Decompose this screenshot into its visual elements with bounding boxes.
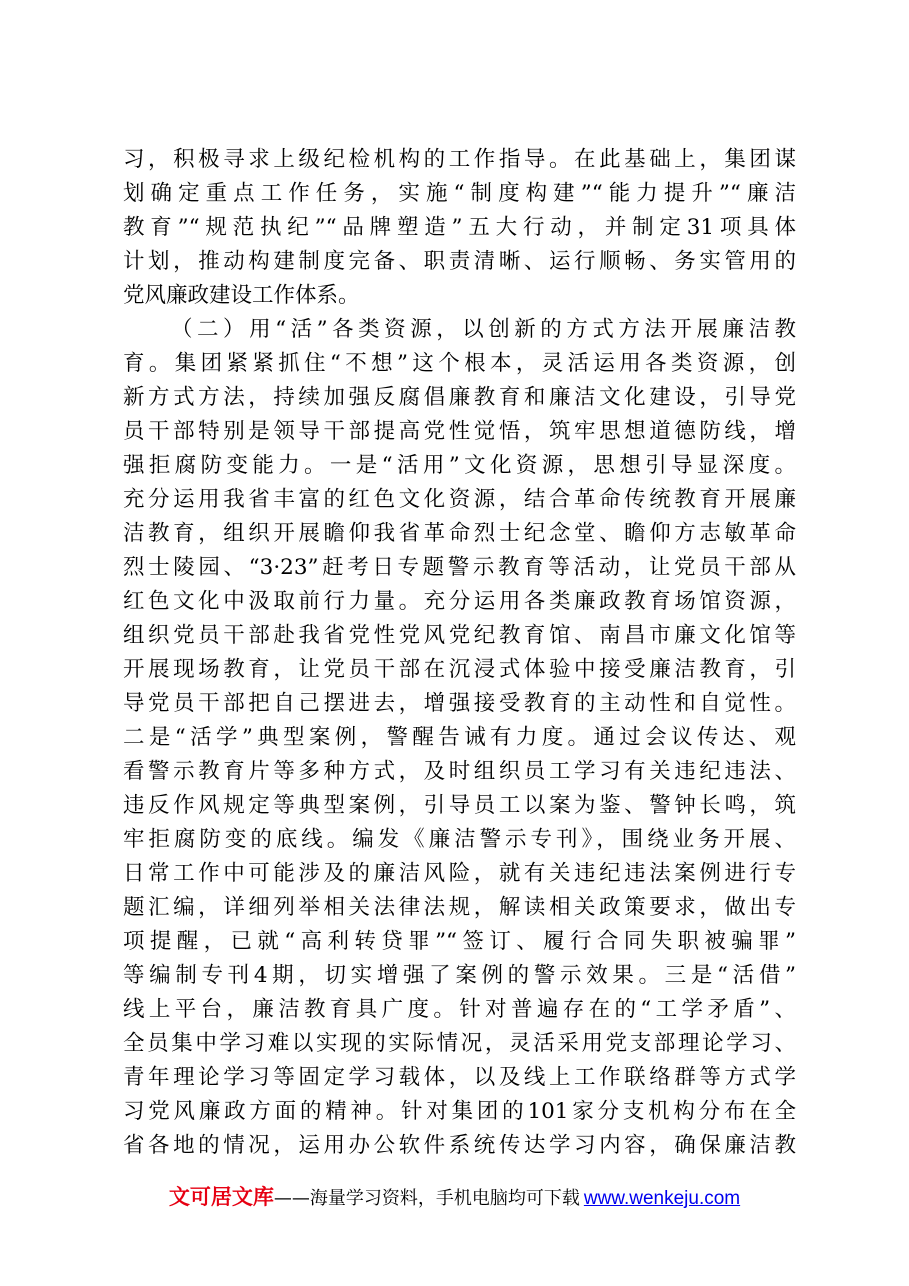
text-line: 日常工作中可能涉及的廉洁风险，就有关违纪违法案例进行专 — [123, 861, 796, 886]
text-line: 看警示教育片等多种方式，及时组织员工学习有关违纪违法、 — [123, 759, 796, 784]
text-line: 牢拒腐防变的底线。编发《廉洁警示专刊》，围绕业务开展、 — [123, 827, 796, 852]
text-line: 二是“活学”典型案例，警醒告诫有力度。通过会议传达、观 — [123, 725, 796, 750]
text-line: 组织党员干部赴我省党性党风党纪教育馆、南昌市廉文化馆等 — [123, 623, 796, 648]
text-line: 项提醒，已就“高利转贷罪”“签订、履行合同失职被骗罪” — [123, 929, 796, 954]
text-line: 教育”“规范执纪”“品牌塑造”五大行动，并制定31项具体 — [123, 215, 796, 240]
text-line: 红色文化中汲取前行力量。充分运用各类廉政教育场馆资源， — [123, 589, 796, 614]
text-line: 新方式方法，持续加强反腐倡廉教育和廉洁文化建设，引导党 — [123, 385, 796, 410]
text-line: 习，积极寻求上级纪检机构的工作指导。在此基础上，集团谋 — [123, 147, 796, 172]
text-line: 等编制专刊4期，切实增强了案例的警示效果。三是“活借” — [123, 963, 796, 988]
text-line: 习党风廉政方面的精神。针对集团的101家分支机构分布在全 — [123, 1099, 796, 1124]
section-heading-line: （二）用“活”各类资源，以创新的方式方法开展廉洁教 — [171, 317, 796, 342]
text-line: 育。集团紧紧抓住“不想”这个根本，灵活运用各类资源，创 — [123, 351, 796, 376]
footer-banner — [0, 1180, 909, 1214]
text-line: 导党员干部把自己摆进去，增强接受教育的主动性和自觉性。 — [123, 691, 796, 716]
text-line: 违反作风规定等典型案例，引导员工以案为鉴、警钟长鸣，筑 — [123, 793, 796, 818]
document-body — [123, 143, 796, 1163]
text-line: 党风廉政建设工作体系。 — [123, 283, 360, 308]
text-line: 洁教育，组织开展瞻仰我省革命烈士纪念堂、瞻仰方志敏革命 — [123, 521, 796, 546]
text-line: 题汇编，详细列举相关法律法规，解读相关政策要求，做出专 — [123, 895, 796, 920]
text-line: 线上平台，廉洁教育具广度。针对普遍存在的“工学矛盾”、 — [123, 997, 796, 1022]
footer-website-link[interactable]: www.wenkeju.com — [583, 1188, 741, 1209]
footer-brand: 文可居文库 — [168, 1185, 274, 1209]
text-line: 强拒腐防变能力。一是“活用”文化资源，思想引导显深度。 — [123, 453, 796, 478]
text-line: 员干部特别是领导干部提高党性觉悟，筑牢思想道德防线，增 — [123, 419, 796, 444]
text-line: 烈士陵园、“3·23”赶考日专题警示教育等活动，让党员干部从 — [123, 555, 796, 580]
text-line: 计划，推动构建制度完备、职责清晰、运行顺畅、务实管用的 — [123, 249, 796, 274]
text-line: 全员集中学习难以实现的实际情况，灵活采用党支部理论学习、 — [123, 1031, 796, 1056]
text-line: 划确定重点工作任务，实施“制度构建”“能力提升”“廉洁 — [123, 181, 796, 206]
footer-tagline: ——海量学习资料，手机电脑均可下载 — [273, 1188, 580, 1209]
text-line: 青年理论学习等固定学习载体，以及线上工作联络群等方式学 — [123, 1065, 796, 1090]
text-line: 省各地的情况，运用办公软件系统传达学习内容，确保廉洁教 — [123, 1133, 796, 1158]
text-line: 充分运用我省丰富的红色文化资源，结合革命传统教育开展廉 — [123, 487, 796, 512]
text-line: 开展现场教育，让党员干部在沉浸式体验中接受廉洁教育，引 — [123, 657, 796, 682]
